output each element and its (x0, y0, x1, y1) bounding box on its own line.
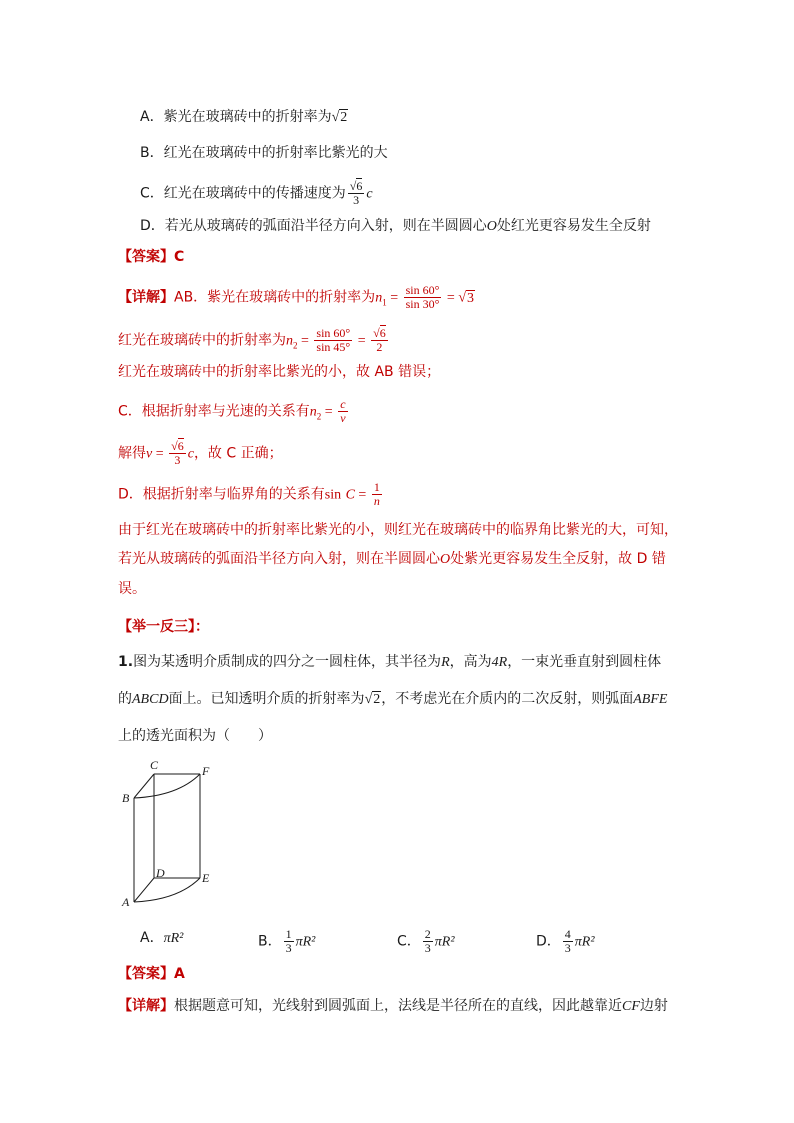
detail-label: 【详解】 (118, 998, 174, 1014)
edge-AD (134, 878, 154, 902)
fraction: $\frac{√6}{3}$ (349, 179, 363, 207)
option-text: 红光在玻璃砖中的传播速度为 (163, 185, 346, 202)
fraction: $\frac{\sin 60^\circ}{\sin 30^\circ}$ (405, 283, 440, 311)
fraction: $\frac{2}{3}$ (424, 927, 431, 955)
option-b (140, 143, 388, 163)
option-label: C． (140, 185, 164, 202)
option-text: 若光从玻璃砖的弧面沿半径方向入射，则在半圆圆心 (164, 218, 487, 234)
detail-line-5: 解得v = $\frac{√6}{3}$ c，故 C 正确； (118, 439, 283, 467)
option-label: A． (140, 109, 164, 125)
detail-line-2: 红光在玻璃砖中的折射率为$n_2$ = $\frac{\sin 60^\circ}{\sin 45^\circ}$ = $\frac{√6}{2}$ (118, 326, 386, 354)
choice-c: C． $\frac{2}{3}$ πR² (397, 927, 455, 955)
option-d (140, 216, 651, 237)
detail-line-1: 【详解】AB．紫光在玻璃砖中的折射率为$n_1$ = $\frac{\sin 60^\circ}{\sin 30^\circ}$ = √3 (118, 283, 474, 311)
question-line-2: 的ABCD面上。已知透明介质的折射率为√2，不考虑光在介质内的二次反射，则弧面ABFE (118, 691, 668, 707)
label-C: C (150, 758, 159, 772)
detail-line-9: 误。 (118, 581, 146, 597)
edge-BC (134, 774, 154, 798)
question-line-1: 1.图为某透明介质制成的四分之一圆柱体，其半径为R，高为4R，一束光垂直射到圆柱体 (118, 654, 662, 670)
answer-value: C (174, 249, 185, 265)
sqrt-expr: √2 (331, 110, 348, 125)
quarter-cylinder-diagram (118, 756, 228, 911)
option-text: 处红光更容易发生全反射 (496, 218, 651, 234)
option-a (140, 107, 348, 128)
label-A: A (122, 895, 130, 909)
option-label: D． (140, 218, 165, 234)
option-c (140, 180, 373, 207)
detail-line-8: 若光从玻璃砖的弧面沿半径方向入射，则在半圆圆心O处紫光更容易发生全反射，故 D 错 (118, 551, 666, 567)
fraction: $\frac{4}{3}$ (564, 927, 571, 955)
choice-d: D． $\frac{4}{3}$ πR² (536, 927, 595, 955)
section-title: 【举一反三】： (118, 619, 209, 635)
label-D: D (156, 866, 165, 880)
fraction: $\frac{√6}{3}$ (171, 439, 184, 467)
option-text: 红光在玻璃砖中的折射率比紫光的大 (163, 145, 388, 161)
label-E: E (202, 871, 210, 885)
fraction: $\frac{\sin 60^\circ}{\sin 45^\circ}$ (316, 326, 351, 354)
answer-label: 【答案】 (118, 249, 174, 265)
detail-line-3: 红光在玻璃砖中的折射率比紫光的小，故 AB 错误； (118, 364, 441, 380)
option-label: B． (140, 145, 164, 161)
detail2-line-1: 【详解】根据题意可知，光线射到圆弧面上，法线是半径所在的直线，因此越靠近CF边射 (118, 998, 668, 1014)
detail-line-4: C．根据折射率与光速的关系有$n_2$ = $\frac{c}{v}$ (118, 397, 346, 425)
fraction: $\frac{√6}{2}$ (373, 326, 386, 354)
math-var: c (366, 186, 373, 202)
option-text: 紫光在玻璃砖中的折射率为 (163, 109, 332, 125)
detail-line-7: 由于红光在玻璃砖中的折射率比紫光的小，则红光在玻璃砖中的临界角比紫光的大，可知， (118, 522, 678, 538)
detail-line-6: D．根据折射率与临界角的关系有sin C = $\frac{1}{n}$ (118, 480, 380, 508)
answer-line (118, 247, 184, 267)
fraction: $\frac{c}{v}$ (340, 397, 346, 425)
label-F: F (202, 764, 210, 778)
detail-label: 【详解】 (118, 289, 174, 306)
label-B: B (122, 791, 130, 805)
answer-label: 【答案】 (118, 966, 174, 982)
answer-value: A (174, 966, 185, 982)
choice-b: B． $\frac{1}{3}$ πR² (258, 927, 316, 955)
fraction: $\frac{1}{n}$ (373, 480, 380, 508)
question-number: 1. (118, 654, 134, 670)
fraction: $\frac{1}{3}$ (285, 927, 292, 955)
question-line-3: 上的透光面积为（ ） (118, 728, 272, 744)
answer-line-2 (118, 964, 185, 984)
math-var: O (486, 219, 497, 234)
choice-a: A．πR² (140, 930, 184, 946)
